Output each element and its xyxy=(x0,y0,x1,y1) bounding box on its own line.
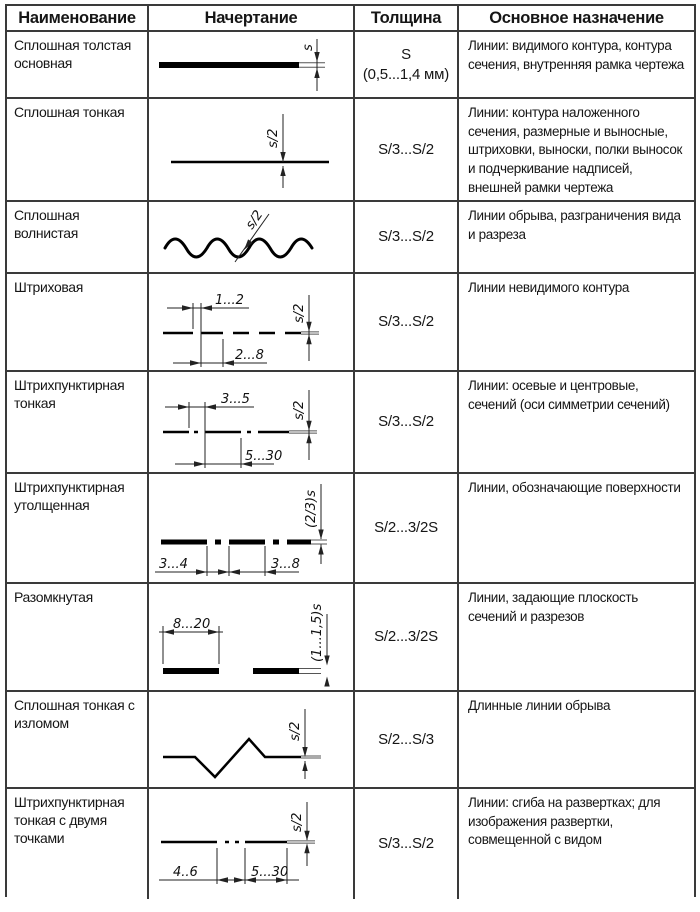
row-thickness: S/3...S/2 xyxy=(355,789,459,899)
dim-label-s: s/2 xyxy=(290,812,305,832)
row-thickness: S/3...S/2 xyxy=(355,99,459,202)
diagram-dash-dot-dot xyxy=(149,789,355,899)
row-purpose: Линии обрыва, разграничения вида и разреза xyxy=(459,202,694,274)
row-purpose: Линии: осевые и центровые, сечений (оси симметрии сечений) xyxy=(459,372,694,474)
diagram-dash-dot-thick xyxy=(149,474,355,584)
row-purpose: Линии невидимого контура xyxy=(459,274,694,372)
row-purpose: Длинные линии обрыва xyxy=(459,692,694,789)
diagram-zigzag xyxy=(149,692,355,789)
row-purpose: Линии, обозначающие поверхности xyxy=(459,474,694,584)
row-thickness: S/3...S/2 xyxy=(355,372,459,474)
diagram-solid-wavy xyxy=(149,202,355,274)
dim-label-bottom: 5...30 xyxy=(245,449,283,464)
dim-label-top: 8...20 xyxy=(173,617,211,632)
row-name: Сплошная тонкая xyxy=(7,99,149,202)
header-appearance: Начертание xyxy=(149,6,355,32)
diagram-open-line xyxy=(149,584,355,692)
dim-label-s: s/2 xyxy=(266,128,281,148)
diagram-solid-thin xyxy=(149,99,355,202)
diagram-dash-dot-thin xyxy=(149,372,355,474)
dim-label-bottom: 2...8 xyxy=(235,347,264,363)
dim-label-s: s/2 xyxy=(288,721,303,741)
dim-label-top: 1...2 xyxy=(215,292,244,308)
row-name: Штрихпунктирная утолщенная xyxy=(7,474,149,584)
dim-label-s: s/2 xyxy=(292,400,307,420)
diagram-solid-thick xyxy=(149,32,355,99)
row-name: Штрихпунктирная тонкая с двумя точками xyxy=(7,789,149,899)
header-thickness: Толщина xyxy=(355,6,459,32)
row-thickness: S (0,5...1,4 мм) xyxy=(355,32,459,99)
row-name: Сплошная волнистая xyxy=(7,202,149,274)
row-thickness: S/2...3/2S xyxy=(355,584,459,692)
row-purpose: Линии: видимого контура, контура сечения, внутренняя рамка чертежа xyxy=(459,32,694,99)
row-thickness: S/3...S/2 xyxy=(355,202,459,274)
header-purpose: Основное назначение xyxy=(459,6,694,32)
row-name: Сплошная тонкая с изломом xyxy=(7,692,149,789)
row-thickness: S/3...S/2 xyxy=(355,274,459,372)
diagram-dashed xyxy=(149,274,355,372)
row-name: Разомкнутая xyxy=(7,584,149,692)
dim-label-s: s/2 xyxy=(292,303,307,323)
line-types-table xyxy=(5,4,696,897)
row-purpose: Линии, задающие плоскость сечений и разрезов xyxy=(459,584,694,692)
header-name: Наименование xyxy=(7,6,149,32)
row-thickness: S/2...S/3 xyxy=(355,692,459,789)
row-thickness: S/2...3/2S xyxy=(355,474,459,584)
dim-label-left: 4..6 xyxy=(173,865,198,880)
row-name: Штриховая xyxy=(7,274,149,372)
dim-label-left: 3...4 xyxy=(159,557,188,572)
row-name: Штрихпунктирная тонкая xyxy=(7,372,149,474)
dim-label-right: 3...8 xyxy=(271,557,300,572)
dim-label-s: s xyxy=(301,44,316,51)
row-name: Сплошная толстая основная xyxy=(7,32,149,99)
dim-label-s: s/2 xyxy=(242,207,267,233)
row-purpose: Линии: контура наложенного сечения, размерные и выносные, штриховки, выноски, полки выносок и подчеркивание надписей, внешней рамки чертежа xyxy=(459,99,694,202)
dim-label-s: (2/3)s xyxy=(304,490,319,528)
dim-label-right: 5...30 xyxy=(251,865,289,880)
dim-label-top: 3...5 xyxy=(221,392,250,407)
dim-label-s: (1...1,5)s xyxy=(310,603,325,662)
row-purpose: Линии: сгиба на развертках; для изображения развертки, совмещенной с видом xyxy=(459,789,694,899)
